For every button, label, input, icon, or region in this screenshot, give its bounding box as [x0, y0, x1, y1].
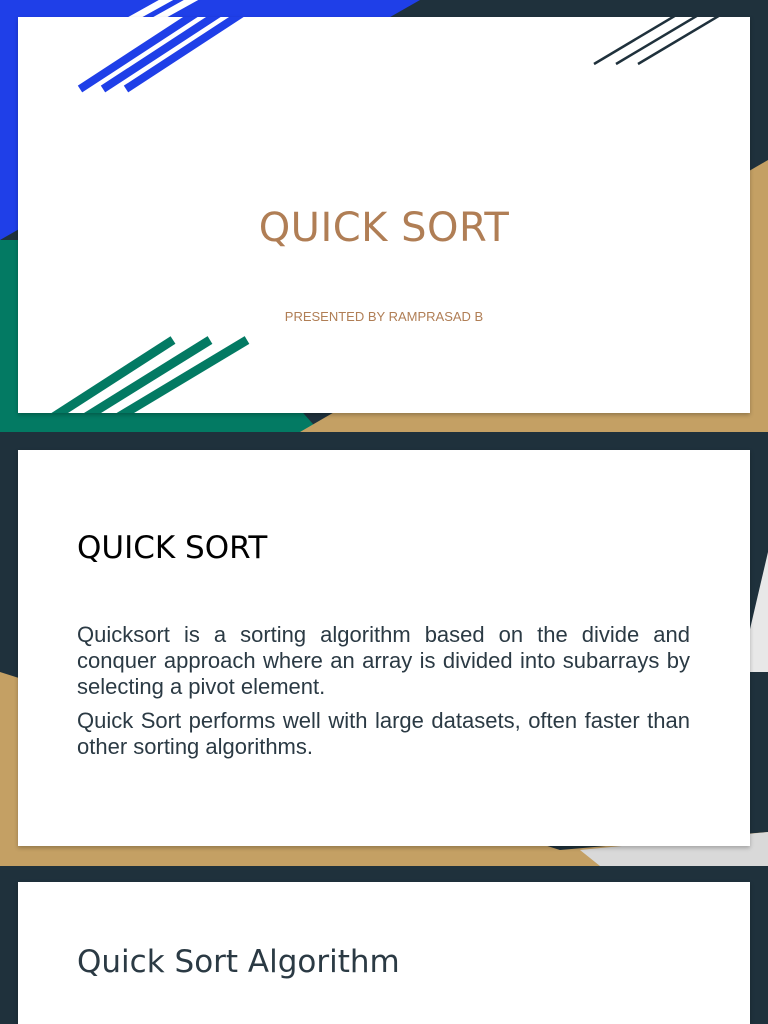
slide-1-card	[18, 17, 750, 413]
slide-definition[interactable]	[0, 432, 768, 866]
slide-title[interactable]	[0, 0, 768, 432]
slide-algorithm[interactable]	[0, 866, 768, 1024]
slide-3-card	[18, 882, 750, 1024]
paragraph-1: Quicksort is a sorting algorithm based on the divide and conquer approach where an array is divided into subarrays by selecting a pivot element.	[77, 622, 690, 699]
slide-2-title: QUICK SORT	[77, 530, 268, 566]
slide-3-title: Quick Sort Algorithm	[77, 944, 400, 980]
slide-2-body	[77, 622, 690, 768]
slide-1-title: QUICK SORT	[258, 205, 510, 251]
slide-1-subtitle: PRESENTED BY RAMPRASAD B	[284, 309, 484, 324]
paragraph-2: Quick Sort performs well with large datasets, often faster than other sorting algorithms.	[77, 708, 690, 759]
slide-2-card	[18, 450, 750, 846]
